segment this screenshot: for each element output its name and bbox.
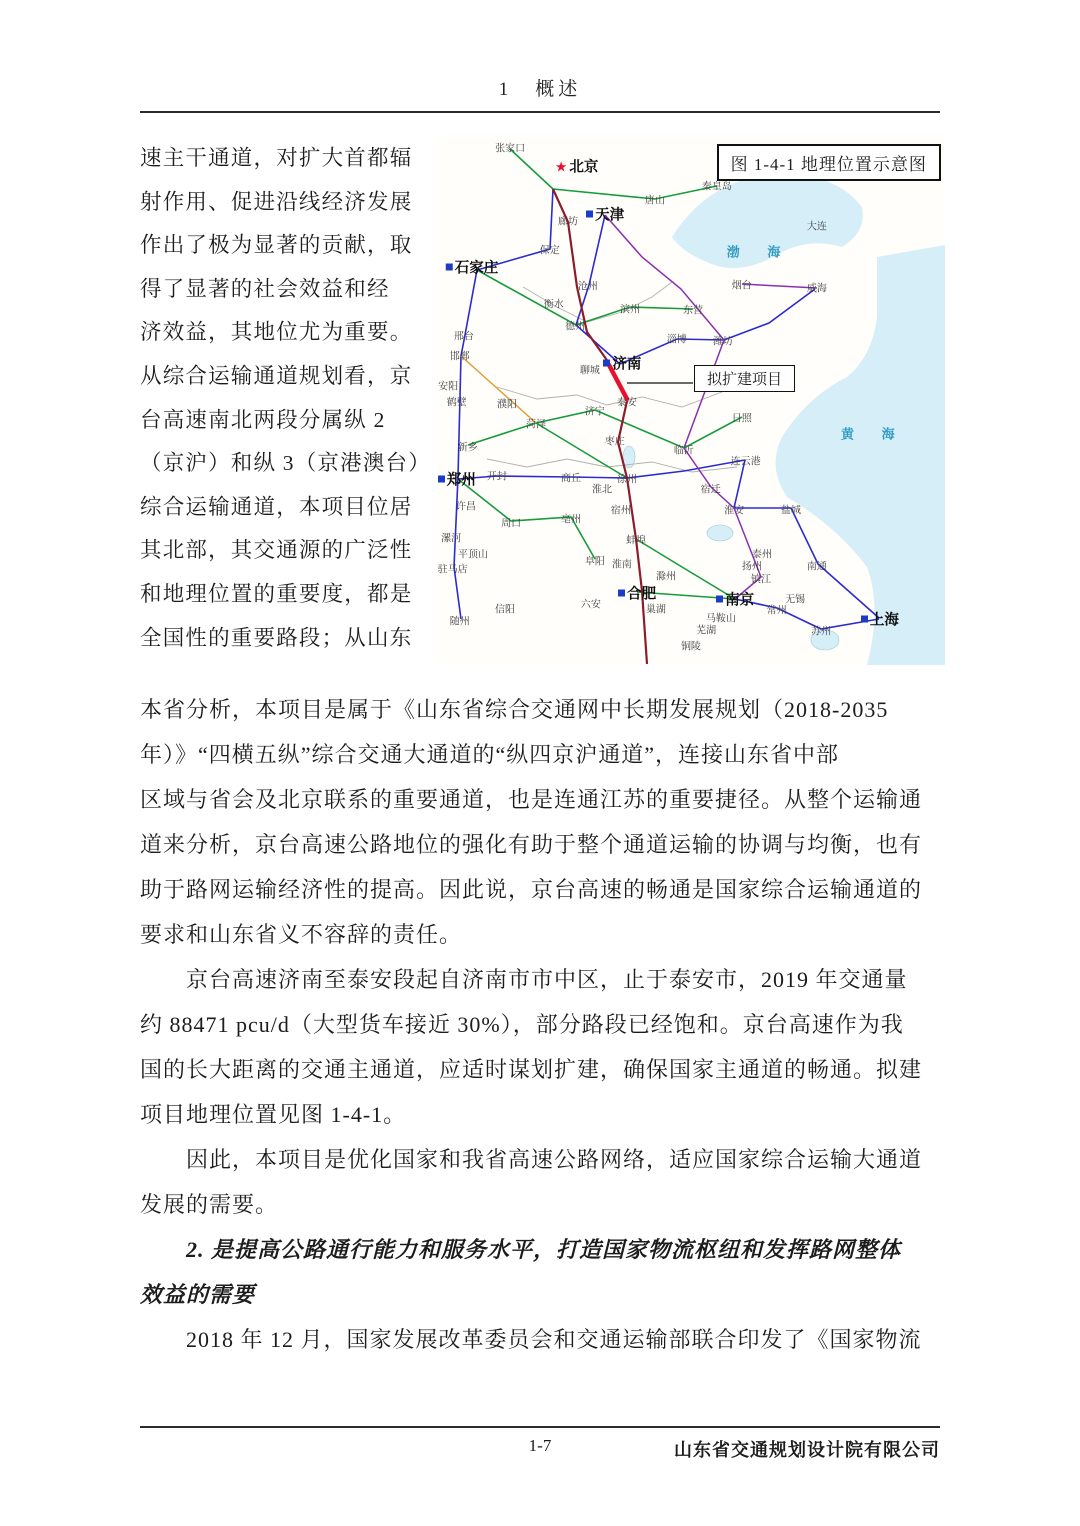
- city-name: 新乡: [457, 442, 478, 454]
- city-name: 合肥: [627, 586, 657, 603]
- city-name: 菏泽: [525, 419, 546, 431]
- paragraph-3: [140, 1137, 940, 1227]
- city-marker-icon: [618, 590, 625, 597]
- map-city-label: [578, 277, 598, 292]
- city-name: 南通: [806, 561, 827, 573]
- map-city-label: [617, 471, 637, 486]
- paragraph-line: 本省分析，本项目是属于《山东省综合交通网中长期发展规划（2018-2035: [140, 697, 889, 722]
- map-city-label: [565, 317, 585, 332]
- page-number: 1-7: [528, 1436, 552, 1455]
- city-name: 滁州: [656, 571, 677, 583]
- map-city-label: [456, 498, 476, 513]
- map-city-label: [603, 352, 641, 373]
- map-city-label: [497, 396, 517, 411]
- paragraph-line: 速主干通道，对扩大首都辐: [140, 146, 413, 170]
- city-name: 铜陵: [680, 641, 701, 653]
- map-city-label: [724, 502, 744, 517]
- map-city-label: [526, 416, 546, 431]
- page-footer: [140, 1426, 940, 1466]
- paragraph-line: 要求和山东省义不容辞的责任。: [140, 922, 463, 947]
- paragraph-line: 约 88471 pcu/d（大型货车接近 30%），部分路段已经饱和。京台高速作为我: [140, 1012, 904, 1037]
- city-name: 淮北: [592, 484, 613, 496]
- city-marker-icon: [603, 359, 610, 366]
- map-city-label: [674, 442, 694, 457]
- city-name: 淄博: [666, 334, 687, 346]
- map-city-label: [592, 481, 612, 496]
- map-city-label: [807, 558, 827, 573]
- map-city-label: [580, 361, 600, 376]
- city-name: 秦皇岛: [701, 181, 732, 193]
- paragraph-line: 发展的需要。: [140, 1192, 279, 1217]
- city-name: 周口: [501, 518, 522, 530]
- paragraph-line: 台高速南北两段分属纵 2: [140, 407, 386, 432]
- left-column-text: [140, 137, 437, 665]
- city-name: 许昌: [455, 501, 476, 513]
- paragraph-2: [140, 957, 940, 1137]
- map-city-label: [438, 469, 476, 490]
- city-name: 徐州: [616, 474, 637, 486]
- city-name: 亳州: [561, 514, 582, 526]
- paragraph-line: 和地理位置的重要度，都是: [140, 581, 413, 606]
- map-city-label: [487, 467, 507, 482]
- map-city-label: [450, 348, 470, 363]
- text-figure-row: [140, 137, 940, 665]
- city-name: 随州: [449, 616, 470, 628]
- map-city-label: [585, 552, 605, 567]
- city-name: 张家口: [495, 143, 526, 154]
- map-city-label: [612, 556, 632, 571]
- city-name: 濮阳: [497, 399, 518, 411]
- city-name: 枣庄: [604, 436, 625, 448]
- city-name: 连云港: [730, 456, 761, 468]
- city-name: 苏州: [810, 626, 831, 638]
- map-city-label: [501, 514, 521, 529]
- city-name: 淮安: [724, 505, 745, 517]
- paragraph-line: 助于路网运输经济性的提高。因此说，京台高速的畅通是国家综合运输通道的: [140, 877, 923, 902]
- map-city-label: [731, 453, 761, 468]
- city-name: 邯郸: [449, 351, 470, 363]
- city-name: 唐山: [644, 195, 665, 207]
- map-city-label: [561, 470, 581, 485]
- city-name: 镇江: [751, 574, 772, 586]
- map-city-label: [605, 433, 625, 448]
- city-name: 石家庄: [454, 260, 499, 277]
- city-name: 济宁: [584, 406, 605, 418]
- expansion-callout: 拟扩建项目: [694, 365, 795, 392]
- paragraph-line: 年）》“四横五纵”综合交通大通道的“纵四京沪通道”，连接山东省中部: [140, 742, 840, 767]
- map-city-label: [713, 332, 733, 347]
- map-city-label: [681, 637, 701, 652]
- city-name: 济南: [612, 356, 642, 373]
- city-name: 马鞍山: [705, 613, 736, 625]
- subsection-heading: [140, 1227, 940, 1317]
- city-name: 鹤壁: [446, 397, 467, 409]
- lake-hongze: [707, 525, 733, 541]
- map-city-label: [701, 481, 721, 496]
- map-city-label: [458, 546, 488, 561]
- map-city-label: [561, 511, 581, 526]
- map-city-label: [811, 623, 831, 638]
- city-name: 天津: [595, 207, 625, 224]
- city-name: 六安: [580, 599, 601, 611]
- figure-caption: 图 1-4-1 地理位置示意图: [717, 144, 941, 181]
- paragraph-line: 国的长大距离的交通主通道，应适时谋划扩建，确保国家主通道的畅通。拟建: [140, 1057, 923, 1082]
- city-name: 扬州: [741, 561, 762, 573]
- map-city-label: [447, 394, 467, 409]
- map-city-label: [450, 613, 470, 628]
- city-marker-icon: [555, 159, 568, 173]
- city-name: 芜湖: [696, 625, 717, 637]
- map-city-label: [646, 600, 666, 615]
- city-marker-icon: [438, 476, 445, 483]
- city-name: 临沂: [673, 445, 694, 457]
- city-name: 德州: [565, 321, 586, 333]
- heading-line: 2. 是提高公路通行能力和服务水平，打造国家物流枢纽和发挥路网整体: [140, 1237, 902, 1262]
- city-name: 北京: [569, 159, 599, 176]
- city-name: 沧州: [577, 281, 598, 293]
- map-city-label: [751, 570, 771, 585]
- city-name: 日照: [731, 413, 752, 425]
- city-name: 漯河: [441, 533, 462, 545]
- map-city-label: [555, 156, 599, 177]
- map-city-label: [626, 531, 646, 546]
- paragraph-line: 项目地理位置见图 1-4-1。: [140, 1102, 407, 1127]
- city-name: 蚌埠: [626, 535, 647, 547]
- city-name: 郑州: [446, 472, 476, 489]
- map-city-label: [807, 218, 827, 233]
- city-name: 潍坊: [712, 336, 733, 348]
- heading-line: 效益的需要: [140, 1282, 256, 1307]
- city-name: 常州: [766, 605, 787, 617]
- city-name: 盐城: [781, 505, 801, 517]
- paragraph-line: 作出了极为显著的贡献，取: [140, 233, 413, 258]
- map-city-label: [620, 301, 640, 316]
- city-name: 滨州: [619, 304, 640, 316]
- city-name: 廊坊: [558, 216, 578, 228]
- paragraph-line: 得了显著的社会效益和经: [140, 276, 390, 301]
- map-city-label: [581, 596, 601, 611]
- city-name: 聊城: [579, 365, 600, 377]
- city-name: 上海: [869, 612, 899, 629]
- sea-label: 黄 海: [841, 426, 907, 442]
- map-city-label: [438, 378, 458, 393]
- map-city-label: [617, 394, 637, 409]
- map-city-label: [861, 609, 899, 630]
- city-name: 安阳: [438, 381, 459, 393]
- map-city-label: [438, 560, 468, 575]
- city-name: 邢台: [453, 331, 474, 343]
- map-city-label: [656, 567, 676, 582]
- map-city-label: [683, 302, 703, 317]
- map-city-label: [807, 279, 827, 294]
- city-name: 阜阳: [584, 556, 605, 568]
- city-name: 南京: [725, 592, 755, 609]
- city-name: 泰州: [752, 549, 773, 561]
- map-city-label: [454, 328, 474, 343]
- map-city-label: [441, 530, 461, 545]
- city-name: 大连: [806, 221, 827, 233]
- city-name: 保定: [539, 245, 560, 257]
- city-name: 无锡: [785, 594, 806, 606]
- map-city-label: [495, 600, 515, 615]
- map-city-label: [446, 256, 499, 277]
- city-name: 信阳: [495, 604, 515, 616]
- map-city-label: [767, 602, 787, 617]
- paragraph-line: 综合运输通道，本项目位居: [140, 494, 413, 519]
- paragraph-4: [140, 1317, 940, 1362]
- city-name: 巢湖: [645, 604, 666, 616]
- map-city-label: [781, 502, 801, 517]
- city-name: 威海: [806, 283, 827, 295]
- map-city-label: [785, 590, 805, 605]
- paragraph-line: 其北部，其交通源的广泛性: [140, 538, 413, 563]
- city-name: 泰安: [616, 397, 637, 409]
- orange-routes: [461, 356, 536, 423]
- paragraph-line: 2018 年 12 月，国家发展改革委员会和交通运输部联合印发了《国家物流: [140, 1327, 922, 1352]
- sea-label: 渤 海: [726, 244, 793, 260]
- map-city-label: [558, 212, 578, 227]
- paragraph-line: 因此，本项目是优化国家和我省高速公路网络，适应国家综合运输大通道: [140, 1147, 923, 1172]
- city-marker-icon: [586, 211, 593, 218]
- city-name: 淮南: [611, 559, 632, 571]
- city-marker-icon: [861, 616, 868, 623]
- map-city-label: [611, 502, 631, 517]
- paragraph-1: [140, 687, 940, 957]
- map-city-label: [585, 402, 605, 417]
- paragraph-line: 济效益，其地位尤为重要。: [140, 320, 413, 345]
- city-name: 驻马店: [437, 564, 468, 576]
- company-name: 山东省交通规划设计院有限公司: [674, 1440, 940, 1460]
- city-name: 东营: [682, 305, 703, 317]
- paragraph-line: 从综合运输通道规划看，京: [140, 363, 413, 388]
- map-city-label: [458, 438, 478, 453]
- map-city-label: [732, 276, 752, 291]
- header-rule: [140, 111, 940, 113]
- section-header: 1 概述: [498, 79, 582, 100]
- map-city-label: [667, 331, 687, 346]
- city-name: 衡水: [543, 299, 564, 311]
- map-city-label: [540, 241, 560, 256]
- map-city-label: [696, 622, 716, 637]
- map-city-label: [732, 409, 752, 424]
- map-city-label: [586, 204, 624, 225]
- paragraph-line: 射作用、促进沿线经济发展: [140, 189, 413, 214]
- city-name: 商丘: [561, 473, 582, 485]
- location-map-figure: [437, 137, 945, 665]
- city-name: 开封: [486, 471, 507, 483]
- paragraph-line: 全国性的重要路段；从山东: [140, 625, 413, 650]
- map-city-label: [544, 295, 564, 310]
- city-name: 宿迁: [700, 484, 721, 496]
- city-marker-icon: [716, 596, 723, 603]
- city-name: 烟台: [731, 280, 752, 292]
- paragraph-line: （京沪）和纵 3（京港澳台）: [140, 451, 431, 476]
- map-city-label: [495, 139, 525, 154]
- city-name: 平顶山: [458, 549, 488, 561]
- body-paragraphs: [140, 687, 940, 1362]
- map-city-label: [716, 589, 754, 610]
- paragraph-line: 区域与省会及北京联系的重要通道，也是连通江苏的重要捷径。从整个运输通: [140, 787, 923, 812]
- city-name: 宿州: [610, 505, 631, 517]
- map-city-label: [645, 191, 665, 206]
- paragraph-line: 道来分析，京台高速公路地位的强化有助于整个通道运输的协调与均衡，也有: [140, 832, 923, 857]
- city-marker-icon: [446, 263, 453, 270]
- paragraph-line: 京台高速济南至泰安段起自济南市市中区，止于泰安市，2019 年交通量: [140, 967, 908, 992]
